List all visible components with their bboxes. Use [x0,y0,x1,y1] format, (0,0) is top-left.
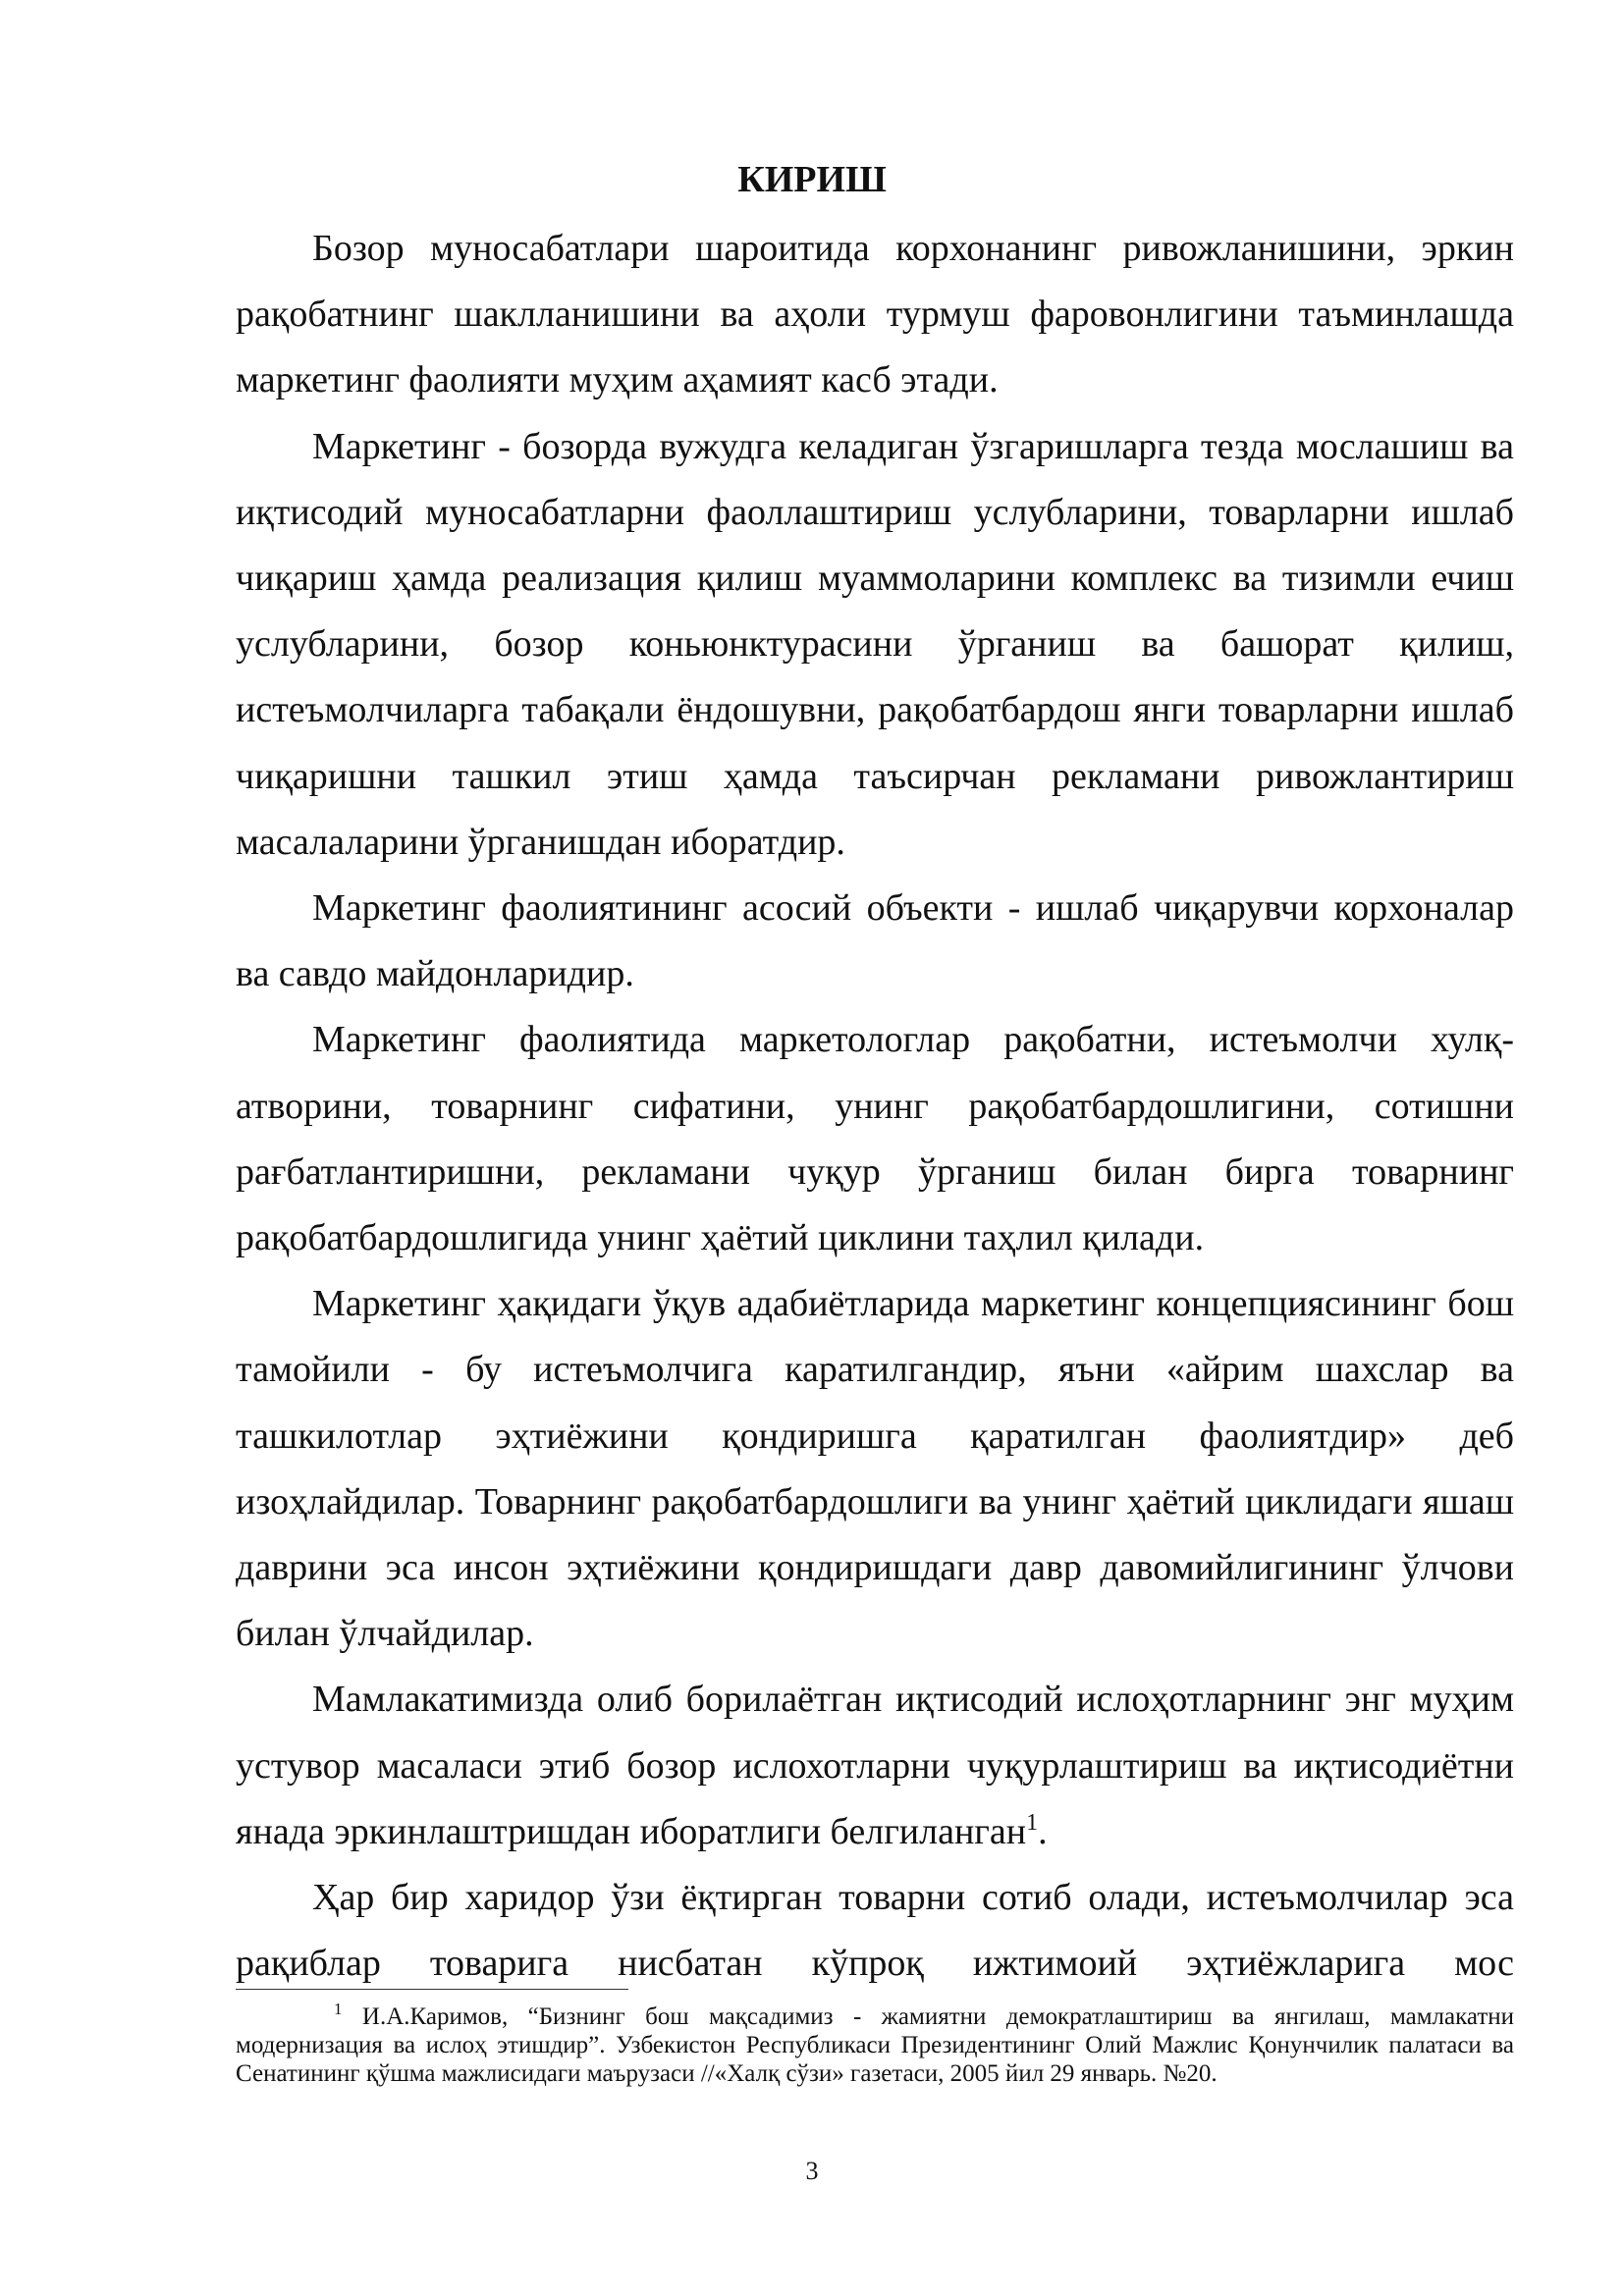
paragraph-4: Маркетинг фаолиятида маркетологлар рақобатни, истеъмолчи хулқ-атворини, товарнинг сифатини, унинг рақобатбардошлигини, сотишни рағбатлантиришни, рекламани чуқур ўрганиш билан бирга товарнинг рақобатбардошлигида унинг ҳаётий циклини таҳлил қилади. [236,1019,1514,1259]
paragraph-7: Ҳар бир харидор ўзи ёқтирган товарни сотиб олади, истеъмолчилар эса рақиблар товарига нисбатан кўпроқ ижтимоий эҳтиёжларига мос [236,1877,1514,1985]
paragraph-3: Маркетинг фаолиятининг асосий объекти - ишлаб чиқарувчи корхоналар ва савдо майдонларидир. [236,887,1514,995]
paragraph-5: Маркетинг ҳақидаги ўқув адабиётларида маркетинг концепциясининг бош тамойили - бу истеъмолчига каратилгандир, яъни «айрим шахслар ва ташкилотлар эҳтиёжини қондиришга қаратилган фаолиятдир» деб изоҳлайдилар. Товарнинг рақобатбардошлиги ва унинг ҳаётий циклидаги яшаш даврини эса инсон эҳтиёжини қондиришдаги давр давомийлигининг ўлчови билан ўлчайдилар. [236,1283,1514,1655]
footnote-separator [236,1989,628,1990]
paragraph-6-suffix: . [1038,1810,1048,1852]
paragraph-2: Маркетинг - бозорда вужудга келадиган ўзгаришларга тезда мослашиш ва иқтисодий муносабатларни фаоллаштириш услубларини, товарларни ишлаб чиқариш ҳамда реализация қилиш муаммоларини комплекс ва тизимли ечиш услубларини, бозор коньюнктурасини ўрганиш ва башорат қилиш, истеъмолчиларга табақали ёндошувни, рақобатбардош янги товарларни ишлаб чиқаришни ташкил этиш ҳамда таъсирчан рекламани ривожлантириш масалаларини ўрганишдан иборатдир. [236,425,1514,863]
body-text [236,216,1514,1997]
page-title: КИРИШ [737,159,887,200]
page-number: 3 [805,2157,819,2185]
paragraph-6-text: Мамлакатимизда олиб борилаётган иқтисодий ислоҳотларнинг энг муҳим устувор масаласи этиб бозор ислохотларни чуқурлаштириш ва иқтисодиётни янада эркинлаштришдан иборатлиги белгиланган [236,1679,1514,1852]
paragraph-1: Бозор муносабатлари шароитида корхонанинг ривожланишини, эркин рақобатнинг шаклланишини ва аҳоли турмуш фаровонлигини таъминлашда маркетинг фаолияти муҳим аҳамият касб этади. [236,228,1514,401]
footnote-text: И.А.Каримов, “Бизнинг бош мақсадимиз - жамиятни демократлаштириш ва янгилаш, мамлакатни модернизация ва ислоҳ этишдир”. Узбекистон Республикаси Президентининг Олий Мажлис Қонунчилик палатаси ва Сенатининг қўшма мажлисидаги маърузаси //«Халқ сўзи» газетаси, 2005 йил 29 январь. №20. [236,2003,1514,2087]
footnote [236,2002,1514,2088]
footnote-marker: 1 [334,2000,343,2018]
footnote-reference: 1 [1026,1809,1039,1836]
paragraph-6 [236,1667,1514,1865]
